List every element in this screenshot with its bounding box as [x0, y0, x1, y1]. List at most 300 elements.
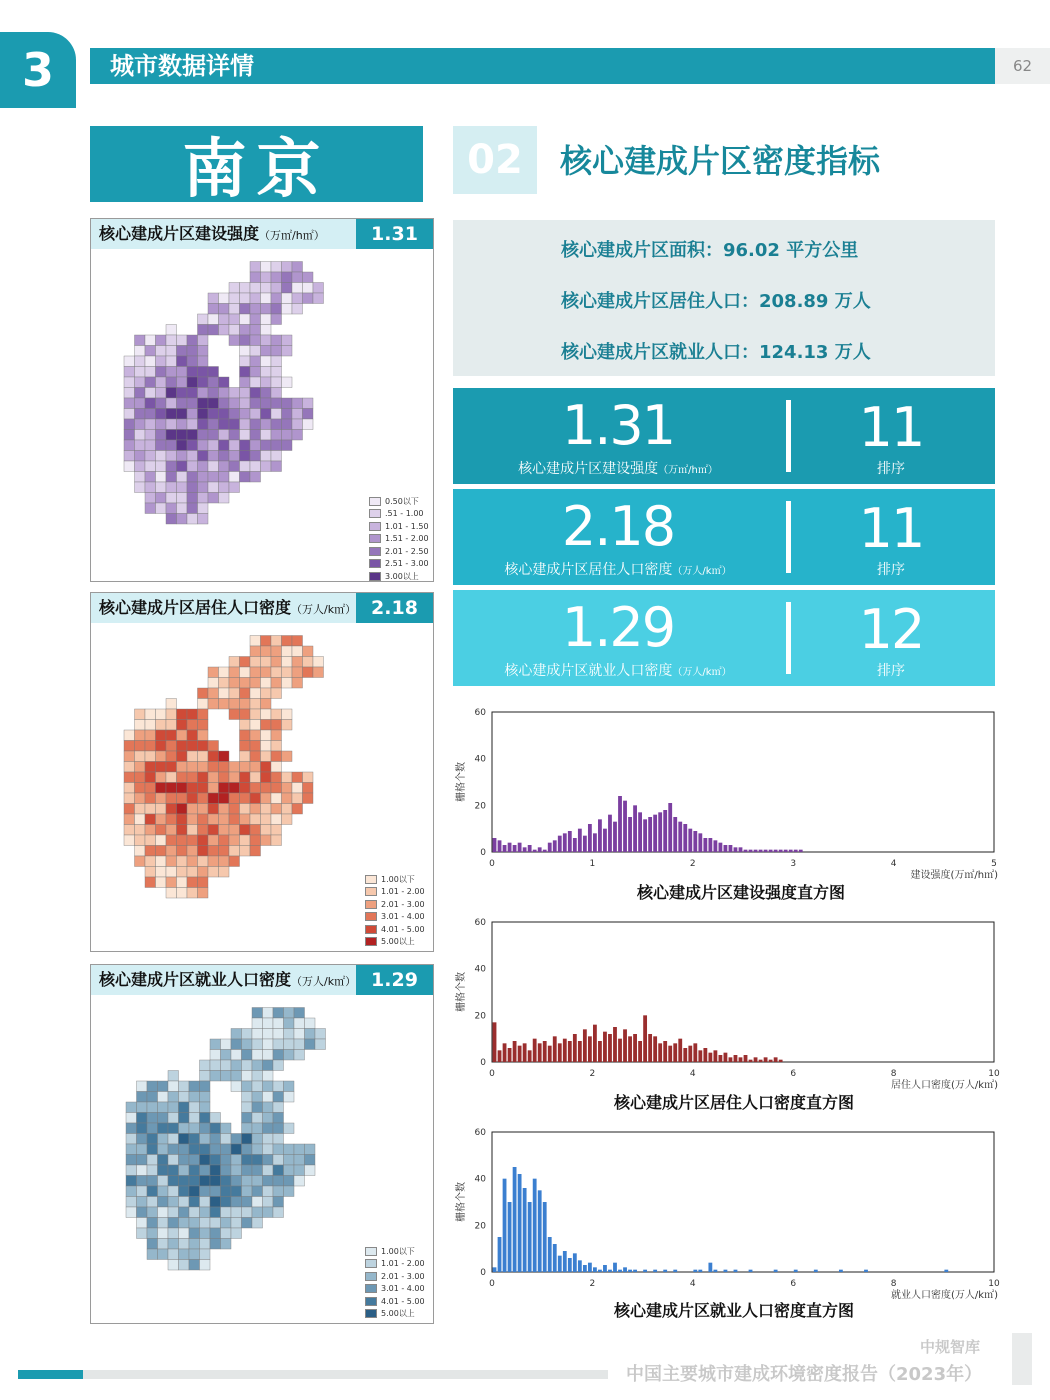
- map-cell: [168, 1249, 179, 1260]
- legend-item: [365, 911, 425, 924]
- map-cell: [187, 846, 198, 857]
- map-cell: [208, 699, 219, 710]
- map-cell: [124, 741, 135, 752]
- legend-label: 1.01 - 2.00: [381, 1259, 425, 1269]
- legend-label: 3.00以上: [385, 571, 419, 581]
- legend-item: [369, 495, 429, 508]
- map-cell: [166, 419, 177, 430]
- map-cell: [263, 1092, 274, 1103]
- histogram-bar: [513, 845, 517, 852]
- histogram-bar: [613, 1027, 617, 1062]
- stat-label: 核心建成片区建设强度（万㎡/h㎡）: [518, 461, 718, 477]
- map-cell: [179, 1249, 190, 1260]
- map-cell: [263, 1018, 274, 1029]
- map-cell: [198, 762, 209, 773]
- map-cell: [179, 1144, 190, 1155]
- legend-swatch: [365, 1247, 377, 1256]
- histogram-bar: [613, 1263, 617, 1272]
- histogram-bar: [498, 840, 502, 852]
- map-cell: [137, 1165, 148, 1176]
- map-cell: [166, 699, 177, 710]
- histogram-bar: [508, 843, 512, 852]
- map-cell: [198, 398, 209, 409]
- histogram-bar: [503, 1179, 507, 1272]
- map-cell: [124, 377, 135, 388]
- map-cell: [156, 388, 167, 399]
- histogram-bar: [944, 1270, 948, 1272]
- map-cell: [240, 356, 251, 367]
- legend-item: [365, 1295, 425, 1308]
- map-cell: [145, 772, 156, 783]
- map-cell: [210, 1239, 221, 1250]
- map-cell: [156, 377, 167, 388]
- map-cell: [187, 867, 198, 878]
- map-cell: [250, 262, 261, 273]
- map-cell: [229, 304, 240, 315]
- map-cell: [250, 293, 261, 304]
- map-cell: [189, 1134, 200, 1145]
- legend-item: [365, 1245, 425, 1258]
- map-cell: [261, 688, 272, 699]
- map-cell: [261, 730, 272, 741]
- map-cell: [145, 856, 156, 867]
- map-cell: [179, 1081, 190, 1092]
- map-cell: [292, 419, 303, 430]
- map-cell: [200, 1155, 211, 1166]
- map-cell: [145, 335, 156, 346]
- map-cell: [124, 825, 135, 836]
- histogram-bar: [774, 850, 778, 852]
- map-cell: [240, 783, 251, 794]
- histogram-bar: [608, 1270, 612, 1272]
- map-cell: [242, 1165, 253, 1176]
- map-cell: [208, 419, 219, 430]
- histogram-bar: [513, 1167, 517, 1272]
- map-cell: [147, 1123, 158, 1134]
- map-cell: [187, 419, 198, 430]
- map-cell: [189, 1081, 200, 1092]
- map-cell: [168, 1081, 179, 1092]
- map-cell: [177, 356, 188, 367]
- map-cell: [198, 472, 209, 483]
- map-cell: [282, 772, 293, 783]
- map-cell: [261, 835, 272, 846]
- map-cell: [200, 1060, 211, 1071]
- map-cell: [252, 1092, 263, 1103]
- map-cell: [263, 1197, 274, 1208]
- map-cell: [179, 1102, 190, 1113]
- map-cell: [198, 888, 209, 899]
- stat-label: 核心建成片区居住人口密度（万人/k㎡）: [504, 562, 732, 578]
- histogram-bar: [703, 838, 707, 852]
- map-cell: [187, 835, 198, 846]
- map-cell: [250, 398, 261, 409]
- legend-swatch: [365, 1259, 377, 1268]
- map-cell: [147, 1144, 158, 1155]
- map-cell: [187, 482, 198, 493]
- map-cell: [135, 741, 146, 752]
- map-cell: [219, 430, 230, 441]
- map-cell: [273, 1134, 284, 1145]
- map-cell: [135, 762, 146, 773]
- map-cell: [252, 1018, 263, 1029]
- map-cell: [177, 461, 188, 472]
- map-cell: [145, 388, 156, 399]
- map-cell: [168, 1071, 179, 1082]
- map-cell: [177, 388, 188, 399]
- city-name-banner: 南京: [90, 126, 423, 202]
- map-cell: [250, 709, 261, 720]
- map-cell: [135, 430, 146, 441]
- map-cell: [187, 409, 198, 420]
- histogram-bar: [503, 1043, 507, 1062]
- x-tick-label: 1: [589, 859, 596, 869]
- histogram-bar: [568, 1041, 572, 1062]
- map-cell: [126, 1165, 137, 1176]
- map-cell: [313, 283, 324, 294]
- map-cell: [282, 272, 293, 283]
- map-cell: [156, 762, 167, 773]
- map-cell: [219, 688, 230, 699]
- legend-item: [365, 1283, 425, 1296]
- histogram-bar: [663, 1041, 667, 1062]
- map-cell: [305, 1165, 316, 1176]
- map-cell: [229, 793, 240, 804]
- map-cell: [242, 1050, 253, 1061]
- map-cell: [250, 367, 261, 378]
- map-cell: [273, 1050, 284, 1061]
- histogram-bar: [613, 822, 617, 852]
- map-cell: [198, 877, 209, 888]
- histogram-bar: [563, 1039, 567, 1062]
- map-cell: [208, 772, 219, 783]
- x-tick-label: 8: [890, 1069, 897, 1079]
- histogram-bar: [698, 1270, 702, 1272]
- histogram-bar: [573, 838, 577, 852]
- map-cell: [158, 1165, 169, 1176]
- map-cell: [240, 283, 251, 294]
- map-cell: [250, 793, 261, 804]
- map-cell: [284, 1155, 295, 1166]
- y-axis-label: 栅格个数: [456, 972, 467, 1012]
- legend-item: [365, 1270, 425, 1283]
- map-cell: [229, 709, 240, 720]
- map-cell: [250, 430, 261, 441]
- map-cell: [166, 720, 177, 731]
- map-cell: [261, 262, 272, 273]
- map-cell: [147, 1239, 158, 1250]
- map-cell: [158, 1081, 169, 1092]
- map-cell: [261, 772, 272, 783]
- map-cell: [261, 461, 272, 472]
- map-cell: [284, 1123, 295, 1134]
- map-cell: [240, 314, 251, 325]
- histogram-bar: [713, 840, 717, 852]
- x-tick-label: 10: [988, 1279, 1000, 1289]
- legend-label: 4.01 - 5.00: [381, 924, 425, 934]
- histogram-bar: [764, 1057, 768, 1062]
- histogram-bar: [563, 1251, 567, 1272]
- map-cell: [271, 335, 282, 346]
- map-cell: [187, 814, 198, 825]
- map-legend: [365, 873, 425, 948]
- histogram-bar: [598, 1041, 602, 1062]
- histogram-bar: [799, 850, 803, 852]
- map-cell: [273, 1176, 284, 1187]
- histogram-bar: [698, 833, 702, 852]
- map-cell: [219, 461, 230, 472]
- histogram-bar: [759, 1060, 763, 1062]
- map-cell: [208, 762, 219, 773]
- histogram-bar: [603, 1032, 607, 1062]
- map-cell: [187, 493, 198, 504]
- histogram-bar: [633, 1034, 637, 1062]
- histogram-bar: [673, 1043, 677, 1062]
- y-tick-label: 60: [474, 1128, 486, 1138]
- map-cell: [198, 314, 209, 325]
- map-cell: [219, 846, 230, 857]
- map-cell: [250, 667, 261, 678]
- histogram-bar: [543, 1041, 547, 1062]
- map-cell: [219, 440, 230, 451]
- map-cell: [271, 356, 282, 367]
- map-cell: [145, 867, 156, 878]
- histogram-bar: [593, 1267, 597, 1272]
- map-cell: [198, 419, 209, 430]
- map-cell: [200, 1197, 211, 1208]
- map-cell: [198, 720, 209, 731]
- histogram-employment-density: [450, 1124, 1010, 1314]
- histogram-bar: [794, 850, 798, 852]
- map-cell: [177, 888, 188, 899]
- map-cell: [158, 1113, 169, 1124]
- map-cell: [219, 751, 230, 762]
- map-cell: [210, 1134, 221, 1145]
- map-cell: [229, 482, 240, 493]
- map-cell: [261, 762, 272, 773]
- map-cell: [126, 1207, 137, 1218]
- legend-label: 2.51 - 3.00: [385, 559, 429, 569]
- map-cell: [240, 440, 251, 451]
- histogram-bar: [749, 850, 753, 852]
- map-cell: [166, 356, 177, 367]
- map-cell: [208, 867, 219, 878]
- map-cell: [229, 825, 240, 836]
- map-cell: [126, 1102, 137, 1113]
- map-cell: [147, 1197, 158, 1208]
- x-tick-label: 4: [890, 859, 897, 869]
- map-cell: [166, 804, 177, 815]
- x-tick-label: 6: [790, 1279, 797, 1289]
- map-cell: [124, 814, 135, 825]
- map-cell: [284, 1029, 295, 1040]
- map-cell: [177, 335, 188, 346]
- y-tick-label: 20: [474, 1011, 486, 1022]
- histogram-bar: [789, 850, 793, 852]
- legend-swatch: [365, 1272, 377, 1281]
- map-cell: [250, 751, 261, 762]
- map-cell: [168, 1239, 179, 1250]
- y-tick-label: 60: [474, 708, 486, 718]
- plot-area: [492, 1132, 994, 1272]
- histogram-bar: [734, 1055, 738, 1062]
- map-cell: [135, 356, 146, 367]
- stat-band-residential-density: [453, 489, 995, 585]
- map-cell: [198, 741, 209, 752]
- map-cell: [147, 1249, 158, 1260]
- map-cell: [252, 1165, 263, 1176]
- stat-value: 1.29: [561, 596, 675, 659]
- map-cell: [177, 482, 188, 493]
- map-cell: [208, 314, 219, 325]
- histogram-bar: [673, 1270, 677, 1272]
- histogram-bar: [523, 847, 527, 852]
- map-cell: [156, 856, 167, 867]
- map-cell: [271, 657, 282, 668]
- histogram-bar: [593, 833, 597, 852]
- map-cell: [179, 1134, 190, 1145]
- map-cell: [156, 493, 167, 504]
- map-cell: [250, 762, 261, 773]
- histogram-bar: [578, 1041, 582, 1062]
- map-cell: [261, 430, 272, 441]
- map-cell: [124, 388, 135, 399]
- map-cell: [179, 1092, 190, 1103]
- histogram-bar: [724, 1053, 728, 1062]
- map-cell: [210, 1207, 221, 1218]
- map-cell: [189, 1228, 200, 1239]
- x-axis-label: 就业人口密度(万人/k㎡): [891, 1290, 998, 1301]
- histogram-bar: [708, 1263, 712, 1272]
- map-cell: [240, 846, 251, 857]
- map-cell: [135, 804, 146, 815]
- map-cell: [221, 1239, 232, 1250]
- map-cell: [156, 814, 167, 825]
- map-cell: [303, 419, 314, 430]
- map-cell: [179, 1165, 190, 1176]
- footer-report-title: 中国主要城市建成环境密度报告（2023年）: [626, 1364, 983, 1385]
- map-cell: [166, 388, 177, 399]
- map-cell: [231, 1207, 242, 1218]
- map-cell: [303, 657, 314, 668]
- map-cell: [242, 1060, 253, 1071]
- map-cell: [250, 741, 261, 752]
- map-cell: [168, 1218, 179, 1229]
- map-cell: [242, 1134, 253, 1145]
- map-cell: [124, 804, 135, 815]
- histogram-bar: [523, 1043, 527, 1062]
- map-cell: [292, 793, 303, 804]
- map-cell: [210, 1039, 221, 1050]
- legend-label: 2.01 - 3.00: [381, 899, 425, 909]
- map-cell: [187, 709, 198, 720]
- legend-item: [369, 570, 429, 583]
- map-cell: [219, 825, 230, 836]
- map-cell: [210, 1060, 221, 1071]
- map-cell: [250, 346, 261, 357]
- map-cell: [250, 825, 261, 836]
- map-cell: [137, 1092, 148, 1103]
- map-cell: [187, 793, 198, 804]
- map-cell: [282, 419, 293, 430]
- legend-item: [365, 1258, 425, 1271]
- map-cell: [200, 1092, 211, 1103]
- histogram-bar: [688, 1046, 692, 1062]
- map-cell: [282, 283, 293, 294]
- map-cell: [303, 793, 314, 804]
- map-cell: [200, 1207, 211, 1218]
- map-cell: [208, 835, 219, 846]
- map-cell: [282, 398, 293, 409]
- map-cell: [156, 472, 167, 483]
- map-cell: [229, 419, 240, 430]
- map-cell: [282, 657, 293, 668]
- histogram-bar: [508, 1202, 512, 1272]
- legend-item: [365, 873, 425, 886]
- map-cell: [282, 678, 293, 689]
- map-cell: [219, 377, 230, 388]
- map-cell: [124, 398, 135, 409]
- map-cell: [147, 1113, 158, 1124]
- map-cell: [250, 304, 261, 315]
- map-cell: [208, 667, 219, 678]
- map-cell: [250, 678, 261, 689]
- histogram-bar: [628, 1270, 632, 1272]
- map-cell: [219, 835, 230, 846]
- map-cell: [273, 1186, 284, 1197]
- map-cell: [177, 377, 188, 388]
- map-cell: [282, 646, 293, 657]
- map-cell: [261, 720, 272, 731]
- map-cell: [261, 804, 272, 815]
- map-cell: [229, 388, 240, 399]
- histogram-bar: [493, 1022, 497, 1062]
- map-cell: [240, 751, 251, 762]
- legend-swatch: [365, 1309, 377, 1318]
- stat-label: 核心建成片区就业人口密度（万人/k㎡）: [504, 663, 732, 679]
- map-cell: [261, 377, 272, 388]
- map-cell: [145, 741, 156, 752]
- legend-swatch: [369, 497, 381, 506]
- map-cell: [271, 730, 282, 741]
- map-cell: [147, 1134, 158, 1145]
- map-cell: [252, 1218, 263, 1229]
- legend-label: 4.01 - 5.00: [381, 1296, 425, 1306]
- map-cell: [263, 1081, 274, 1092]
- y-tick-label: 0: [480, 848, 486, 858]
- map-cell: [198, 451, 209, 462]
- map-cell: [284, 1050, 295, 1061]
- map-cell: [135, 814, 146, 825]
- map-cell: [231, 1039, 242, 1050]
- map-cell: [273, 1102, 284, 1113]
- info-jobs: 核心建成片区就业人口：124.13 万人: [561, 342, 871, 363]
- map-cell: [177, 720, 188, 731]
- map-cell: [219, 472, 230, 483]
- map-cell: [189, 1176, 200, 1187]
- map-cell: [221, 1165, 232, 1176]
- map-cell: [250, 409, 261, 420]
- map-cell: [263, 1039, 274, 1050]
- map-cell: [219, 772, 230, 783]
- map-cell: [179, 1228, 190, 1239]
- map-cell: [273, 1039, 284, 1050]
- histogram-bar: [708, 1053, 712, 1062]
- map-cell: [284, 1039, 295, 1050]
- map-cell: [147, 1165, 158, 1176]
- map-cell: [271, 741, 282, 752]
- map-cell: [156, 846, 167, 857]
